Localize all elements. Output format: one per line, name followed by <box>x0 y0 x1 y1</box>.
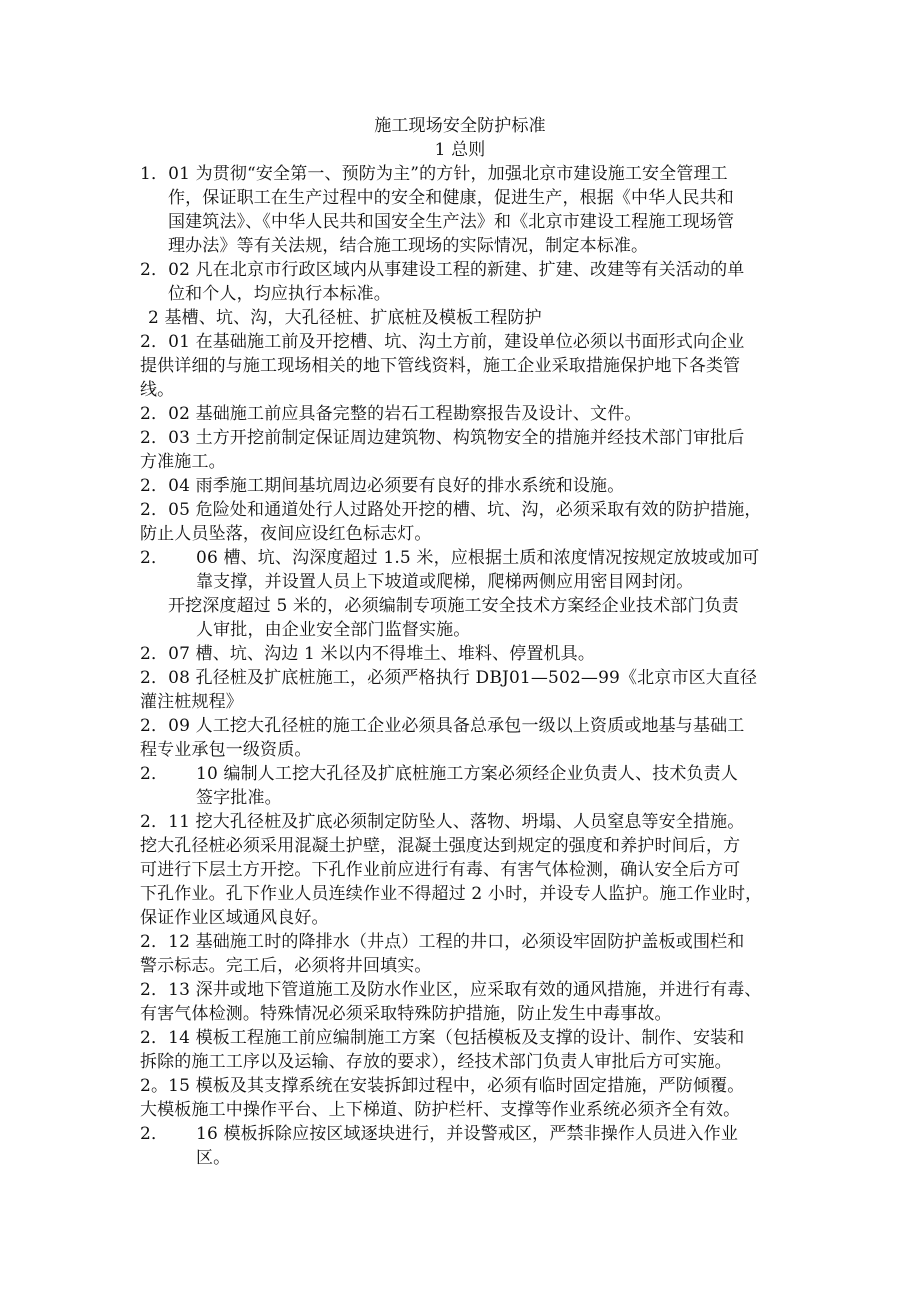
paragraph-2-03-line: 方准施工。 <box>140 452 226 472</box>
paragraph-2-07: 2．07 槽、坑、沟边 1 米以内不得堆土、堆料、停置机具。 <box>140 644 595 664</box>
paragraph-2-14-line: 2．14 模板工程施工前应编制施工方案（包括模板及支撑的设计、制作、安装和 <box>140 1028 745 1048</box>
paragraph-2-10-line: 签字批准。 <box>196 788 282 808</box>
paragraph-2-13-line: 有害气体检测。特殊情况必须采取特殊防护措施，防止发生中毒事故。 <box>140 1004 672 1024</box>
paragraph-2-01-line: 提供详细的与施工现场相关的地下管线资料，施工企业采取措施保护地下各类管 <box>140 356 741 376</box>
paragraph-2-16-number: 2． <box>140 1124 169 1144</box>
paragraph-1-01-line: 国建筑法》、《中华人民共和国安全生产法》和《北京市建设工程施工现场管 <box>168 212 735 232</box>
paragraph-2-05-line: 2．05 危险处和通道处行人过路处开挖的槽、坑、沟，必须采取有效的防护措施， <box>140 500 762 520</box>
paragraph-1-02-line: 2．02 凡在北京市行政区域内从事建设工程的新建、扩建、改建等有关活动的单 <box>140 260 745 280</box>
paragraph-2-11-line: 保证作业区域通风良好。 <box>140 908 329 928</box>
paragraph-2-12-line: 2．12 基础施工时的降排水（井点）工程的井口，必须设牢固防护盖板或围栏和 <box>140 932 745 952</box>
paragraph-2-06-number: 2． <box>140 548 169 568</box>
paragraph-2-06b-line: 人审批，由企业安全部门监督实施。 <box>196 620 471 640</box>
paragraph-2-05-line: 防止人员坠落，夜间应设红色标志灯。 <box>140 524 432 544</box>
paragraph-2-08-line: 灌注桩规程》 <box>140 692 243 712</box>
paragraph-2-12-line: 警示标志。完工后，必须将井回填实。 <box>140 956 432 976</box>
paragraph-2-10-line: 10 编制人工挖大孔径及扩底桩施工方案必须经企业负责人、技术负责人 <box>196 764 738 784</box>
paragraph-2-01-line: 线。 <box>140 380 175 400</box>
paragraph-2-15-line: 2。15 模板及其支撑系统在安装拆卸过程中，必须有临时固定措施，严防倾覆。 <box>140 1076 745 1096</box>
paragraph-2-06-line: 06 槽、坑、沟深度超过 1.5 米，应根据土质和浓度情况按规定放坡或加可 <box>196 548 760 568</box>
paragraph-2-09-line: 2．09 人工挖大孔径桩的施工企业必须具备总承包一级以上资质或地基与基础工 <box>140 716 745 736</box>
paragraph-2-06b-line: 开挖深度超过 5 米的，必须编制专项施工安全技术方案经企业技术部门负责 <box>168 596 739 616</box>
paragraph-2-16-line: 区。 <box>196 1148 231 1168</box>
paragraph-1-02-line: 位和个人，均应执行本标准。 <box>168 284 391 304</box>
paragraph-2-11-line: 挖大孔径桩必须采用混凝土护壁，混凝土强度达到规定的强度和养护时间后，方 <box>140 836 741 856</box>
section-1-heading: 1 总则 <box>434 140 486 160</box>
paragraph-2-10-number: 2． <box>140 764 169 784</box>
paragraph-2-15-line: 大模板施工中操作平台、上下梯道、防护栏杆、支撑等作业系统必须齐全有效。 <box>140 1100 741 1120</box>
paragraph-2-03-line: 2．03 土方开挖前制定保证周边建筑物、构筑物安全的措施并经技术部门审批后 <box>140 428 745 448</box>
section-2-heading: 2 基槽、坑、沟，大孔径桩、扩底桩及模板工程防护 <box>148 308 542 328</box>
paragraph-2-02: 2．02 基础施工前应具备完整的岩石工程勘察报告及设计、文件。 <box>140 404 642 424</box>
paragraph-2-04: 2．04 雨季施工期间基坑周边必须要有良好的排水系统和设施。 <box>140 476 625 496</box>
paragraph-2-08-line: 2．08 孔径桩及扩底桩施工，必须严格执行 DBJ01—502—99《北京市区大直径 <box>140 668 758 688</box>
paragraph-1-01-line: 理办法》等有关法规，结合施工现场的实际情况，制定本标准。 <box>168 236 649 256</box>
paragraph-1-01-line: 作，保证职工在生产过程中的安全和健康，促进生产，根据《中华人民共和 <box>168 188 734 208</box>
paragraph-2-11-line: 可进行下层土方开挖。下孔作业前应进行有毒、有害气体检测，确认安全后方可 <box>140 860 741 880</box>
document-title: 施工现场安全防护标准 <box>374 116 546 136</box>
paragraph-2-09-line: 程专业承包一级资质。 <box>140 740 312 760</box>
paragraph-2-06-line: 靠支撑，并设置人员上下坡道或爬梯，爬梯两侧应用密目网封闭。 <box>196 572 694 592</box>
paragraph-2-16-line: 16 模板拆除应按区域逐块进行，并设警戒区，严禁非操作人员进入作业 <box>196 1124 738 1144</box>
paragraph-2-11-line: 2．11 挖大孔径桩及扩底必须制定防坠人、落物、坍塌、人员窒息等安全措施。 <box>140 812 745 832</box>
paragraph-2-14-line: 拆除的施工工序以及运输、存放的要求），经技术部门负责人审批后方可实施。 <box>140 1052 732 1072</box>
paragraph-2-13-line: 2．13 深井或地下管道施工及防水作业区，应采取有效的通风措施，并进行有毒、 <box>140 980 762 1000</box>
paragraph-2-01-line: 2．01 在基础施工前及开挖槽、坑、沟土方前，建设单位必须以书面形式向企业 <box>140 332 745 352</box>
paragraph-2-11-line: 下孔作业。孔下作业人员连续作业不得超过 2 小时，并设专人监护。施工作业时， <box>140 884 763 904</box>
paragraph-1-01-line: 1．01 为贯彻“安全第一、预防为主”的方针，加强北京市建设施工安全管理工 <box>140 164 728 184</box>
